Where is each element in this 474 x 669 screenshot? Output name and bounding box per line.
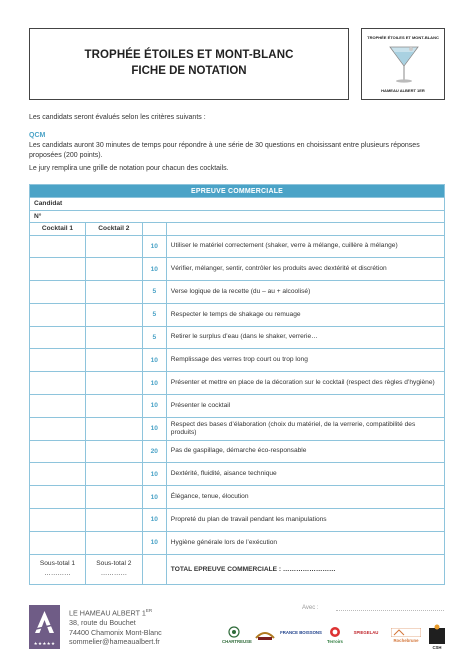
criterion-points: 10 <box>142 395 166 418</box>
hotel-name: LE HAMEAU ALBERT 1 <box>69 608 146 618</box>
table-row <box>30 349 445 372</box>
subtotal-1-label: Sous-total 1 <box>39 560 76 568</box>
jury-description: Le jury remplira une grille de notation pour chacun des cocktails. <box>29 165 229 172</box>
score-cell-cocktail-2[interactable] <box>85 235 142 258</box>
subtotal-1-dots: ………… <box>44 570 71 578</box>
table-row <box>30 235 445 258</box>
score-cell-cocktail-2[interactable] <box>85 349 142 372</box>
score-cell-cocktail-1[interactable] <box>30 509 86 532</box>
sponsor-spiegelau: SPIEGELAU <box>353 630 379 635</box>
score-cell-cocktail-1[interactable] <box>30 326 86 349</box>
table-row <box>30 486 445 509</box>
criterion-text: Respecter le temps de shakage ou remuage <box>166 303 444 326</box>
col-header-cocktail-2: Cocktail 2 <box>85 223 142 236</box>
hotel-stars: ★★★★★ <box>33 641 56 646</box>
page-subtitle: FICHE DE NOTATION <box>131 65 247 77</box>
score-cell-cocktail-1[interactable] <box>30 235 86 258</box>
rochebrune-logo-icon <box>391 628 421 637</box>
table-row <box>30 395 445 418</box>
subtotal-2-label: Sous-total 2 <box>96 560 132 568</box>
criterion-points: 10 <box>142 417 166 440</box>
chartreuse-logo-icon <box>228 626 240 638</box>
criterion-points: 10 <box>142 349 166 372</box>
hotel-address <box>69 606 162 647</box>
criterion-points: 10 <box>142 258 166 281</box>
score-cell-cocktail-1[interactable] <box>30 395 86 418</box>
scoring-table <box>29 184 445 585</box>
criteria-intro: Les candidats seront évalués selon les critères suivants : <box>29 114 206 121</box>
score-cell-cocktail-2[interactable] <box>85 463 142 486</box>
title-box <box>29 28 349 100</box>
col-header-criteria <box>166 223 444 236</box>
sponsor-brand-2 <box>252 628 278 643</box>
hotel-a-logo-icon <box>32 609 57 637</box>
criterion-points: 10 <box>142 463 166 486</box>
sponsor-chartreuse: CHARTREUSE <box>222 626 246 644</box>
criterion-text: Remplissage des verres trop court ou trop long <box>166 349 444 372</box>
criterion-text: Élégance, tenue, élocution <box>166 486 444 509</box>
table-row <box>30 326 445 349</box>
cocktail-glass-icon <box>388 44 420 86</box>
criterion-points: 5 <box>142 326 166 349</box>
criterion-points: 20 <box>142 440 166 463</box>
total-commercial: TOTAL EPREUVE COMMERCIALE : …………………… <box>166 554 444 584</box>
score-cell-cocktail-2[interactable] <box>85 417 142 440</box>
score-cell-cocktail-2[interactable] <box>85 372 142 395</box>
numero-field: N° <box>30 210 445 223</box>
criterion-text: Hygiène générale lors de l’exécution <box>166 531 444 554</box>
table-row <box>30 303 445 326</box>
hotel-email[interactable]: sommelier@hameaualbert.fr <box>69 637 160 647</box>
score-cell-cocktail-1[interactable] <box>30 303 86 326</box>
hotel-name-sup: ER <box>145 608 153 613</box>
total-spacer <box>142 554 166 584</box>
sponsor-terroirs: Terroirs <box>324 626 346 644</box>
criterion-text: Présenter et mettre en place de la décoration sur le cocktail (respect des règles d’hygiène) <box>166 372 444 395</box>
criterion-text: Pas de gaspillage, démarche éco-responsable <box>166 440 444 463</box>
score-cell-cocktail-2[interactable] <box>85 281 142 304</box>
col-header-cocktail-1: Cocktail 1 <box>30 223 86 236</box>
address-line-2: 74400 Chamonix Mont-Blanc <box>69 627 162 637</box>
criterion-text: Utiliser le matériel correctement (shaker, verre à mélange, cuillère à mélange) <box>166 235 444 258</box>
spirits-logo-icon <box>254 628 276 642</box>
table-row <box>30 440 445 463</box>
score-cell-cocktail-2[interactable] <box>85 326 142 349</box>
criterion-text: Verse logique de la recette (du – au + alcoolisé) <box>166 281 444 304</box>
criterion-points: 10 <box>142 486 166 509</box>
sponsors-label: Avec : <box>302 605 319 611</box>
sponsor-france-boissons: FRANCE BOISSONS <box>280 630 322 635</box>
sponsor-rochebrune: Rochebrune <box>386 628 426 643</box>
address-line-1: 38, route du Bouchet <box>69 617 136 627</box>
table-row <box>30 531 445 554</box>
criterion-points: 10 <box>142 372 166 395</box>
criterion-points: 10 <box>142 509 166 532</box>
score-cell-cocktail-1[interactable] <box>30 463 86 486</box>
subtotal-2 <box>85 554 142 584</box>
score-cell-cocktail-1[interactable] <box>30 372 86 395</box>
score-cell-cocktail-1[interactable] <box>30 417 86 440</box>
score-cell-cocktail-2[interactable] <box>85 303 142 326</box>
subtotal-2-dots: ………… <box>100 570 128 578</box>
qcm-heading: QCM <box>29 132 46 139</box>
table-row <box>30 509 445 532</box>
table-row <box>30 463 445 486</box>
page-title: TROPHÉE ÉTOILES ET MONT-BLANC <box>84 49 294 61</box>
table-row <box>30 417 445 440</box>
event-logo-box <box>361 28 445 100</box>
score-cell-cocktail-1[interactable] <box>30 486 86 509</box>
table-row <box>30 372 445 395</box>
terroirs-logo-icon <box>329 626 341 638</box>
score-cell-cocktail-1[interactable] <box>30 281 86 304</box>
qcm-description: Les candidats auront 30 minutes de temps pour répondre à une série de 30 questions en choisissant entre plusieurs réponses proposées (200 points). <box>29 142 420 159</box>
score-cell-cocktail-2[interactable] <box>85 258 142 281</box>
table-title: EPREUVE COMMERCIALE <box>30 185 445 198</box>
sponsors-divider <box>336 610 444 611</box>
criterion-points: 5 <box>142 281 166 304</box>
sponsor-logos <box>220 624 448 650</box>
criterion-points: 10 <box>142 235 166 258</box>
criteria-rows <box>30 235 445 554</box>
score-cell-cocktail-2[interactable] <box>85 395 142 418</box>
criterion-points: 5 <box>142 303 166 326</box>
criterion-text: Vérifier, mélanger, sentir, contrôler les produits avec dextérité et discrétion <box>166 258 444 281</box>
criterion-text: Présenter le cocktail <box>166 395 444 418</box>
candidat-field: Candidat <box>30 198 445 211</box>
subtotal-1 <box>30 554 86 584</box>
criterion-text: Retirer le surplus d’eau (dans le shaker, verrerie… <box>166 326 444 349</box>
score-cell-cocktail-2[interactable] <box>85 440 142 463</box>
score-cell-cocktail-2[interactable] <box>85 486 142 509</box>
criterion-text: Respect des bases d’élaboration (choix du matériel, de la verrerie, compatibilité des produits) <box>166 417 444 440</box>
event-logo-top-text: TROPHÉE ÉTOILES ET MONT-BLANC <box>367 35 439 40</box>
score-cell-cocktail-1[interactable] <box>30 440 86 463</box>
event-logo-bottom-text: HAMEAU ALBERT 1ER <box>381 88 425 93</box>
score-cell-cocktail-1[interactable] <box>30 258 86 281</box>
score-cell-cocktail-2[interactable] <box>85 531 142 554</box>
score-cell-cocktail-1[interactable] <box>30 349 86 372</box>
csh-logo-icon <box>429 624 445 644</box>
col-header-points <box>142 223 166 236</box>
table-row <box>30 258 445 281</box>
criterion-text: Dextérité, fluidité, aisance technique <box>166 463 444 486</box>
criterion-points: 10 <box>142 531 166 554</box>
score-cell-cocktail-2[interactable] <box>85 509 142 532</box>
criterion-text: Propreté du plan de travail pendant les manipulations <box>166 509 444 532</box>
score-cell-cocktail-1[interactable] <box>30 531 86 554</box>
hotel-logo <box>29 605 60 649</box>
sponsor-csh: CSH <box>428 624 446 650</box>
table-row <box>30 281 445 304</box>
